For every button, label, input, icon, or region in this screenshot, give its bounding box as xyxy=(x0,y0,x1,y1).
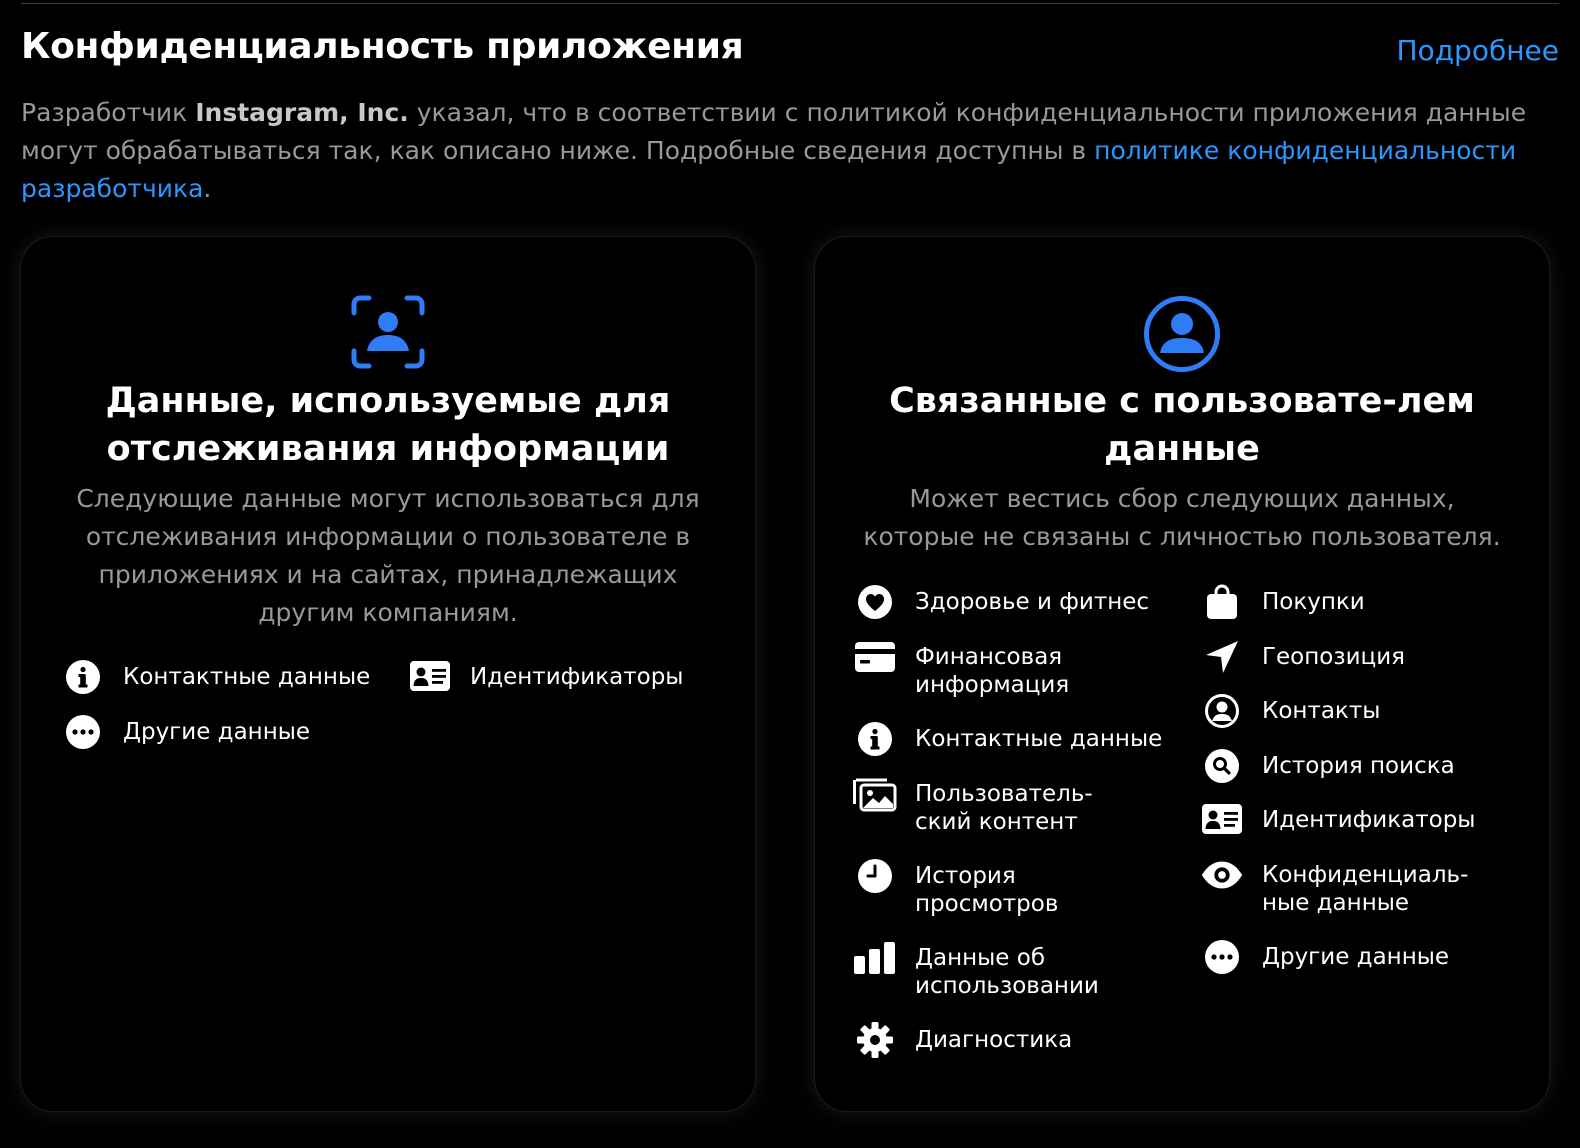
ellipsis-circle-icon xyxy=(1200,935,1244,979)
linked-item-diagnostics xyxy=(853,1018,1072,1062)
item-label: Финансовая информация xyxy=(915,644,1070,698)
linked-item-sensitive-data xyxy=(1200,853,1472,917)
linked-data-card xyxy=(815,237,1549,1111)
tracking-item-other-data xyxy=(61,710,310,754)
person-circle-icon xyxy=(1143,295,1221,377)
item-label: Конфиденциаль-ные данные xyxy=(1262,862,1469,916)
linked-item-search-history xyxy=(1200,744,1455,788)
gear-icon xyxy=(853,1018,897,1062)
person-viewfinder-icon xyxy=(351,295,425,373)
linked-item-contact-info xyxy=(853,717,1162,761)
info-circle-icon xyxy=(61,655,105,699)
magnifier-circle-icon xyxy=(1200,744,1244,788)
linked-item-contacts xyxy=(1200,689,1380,733)
item-label: Идентификаторы xyxy=(470,664,684,690)
tracking-item-contact-info xyxy=(61,655,370,699)
item-label: Другие данные xyxy=(123,719,311,745)
shopping-bag-icon xyxy=(1200,580,1244,624)
page-title: Конфиденциальность приложения xyxy=(21,26,744,67)
linked-item-financial-info xyxy=(853,635,1095,699)
person-circle-icon xyxy=(1200,689,1244,733)
item-label: Здоровье и фитнес xyxy=(915,589,1150,615)
linked-item-identifiers xyxy=(1200,798,1475,842)
item-label: Контактные данные xyxy=(915,726,1163,752)
intro-part2: указал, что в соответствии с политикой конфиденциальности приложения данные могут обрабатываться так, как описано ниже. Подробные сведения доступны в xyxy=(21,98,1527,165)
item-label: Идентификаторы xyxy=(1262,807,1476,833)
location-arrow-icon xyxy=(1200,635,1244,679)
item-label: Другие данные xyxy=(1262,944,1450,970)
linked-item-location xyxy=(1200,635,1405,679)
tracking-card-title: Данные, используемые для отслеживания информации xyxy=(105,381,671,469)
linked-item-health-fitness xyxy=(853,580,1149,624)
bar-chart-icon xyxy=(853,936,897,980)
developer-name: Instagram, Inc. xyxy=(195,98,409,127)
item-label: История поиска xyxy=(1262,753,1455,779)
linked-card-title: Связанные с пользовате-лем данные xyxy=(889,381,1475,469)
item-label: Геопозиция xyxy=(1262,644,1405,670)
ellipsis-circle-icon xyxy=(61,710,105,754)
more-link[interactable]: Подробнее xyxy=(1396,34,1559,67)
heart-circle-icon xyxy=(853,580,897,624)
linked-item-user-content xyxy=(853,772,1095,836)
clock-icon xyxy=(853,854,897,898)
section-header xyxy=(21,26,1559,76)
linked-item-other-data xyxy=(1200,935,1449,979)
tracking-card-description: Следующие данные могут использоваться для отслеживания информации о пользователе в приложениях и на сайтах, принадлежащих другим компаниям. xyxy=(76,484,700,627)
linked-item-browsing-history xyxy=(853,854,1095,918)
eye-icon xyxy=(1200,853,1244,897)
tracking-data-card xyxy=(21,237,755,1111)
intro-part3: . xyxy=(203,174,212,203)
item-label: История просмотров xyxy=(915,863,1059,917)
item-label: Пользователь-ский контент xyxy=(915,781,1093,835)
linked-item-usage-data xyxy=(853,936,1105,1000)
item-label: Контактные данные xyxy=(123,664,371,690)
tracking-item-identifiers xyxy=(408,655,683,699)
credit-card-icon xyxy=(853,635,897,679)
item-label: Покупки xyxy=(1262,589,1365,615)
linked-card-description: Может вестись сбор следующих данных, которые не связаны с личностью пользователя. xyxy=(863,484,1501,551)
item-label: Диагностика xyxy=(915,1027,1073,1053)
item-label: Контакты xyxy=(1262,698,1381,724)
intro-part1: Разработчик xyxy=(21,98,196,127)
linked-item-purchases xyxy=(1200,580,1365,624)
item-label: Данные об использовании xyxy=(915,945,1099,999)
privacy-policy-link[interactable]: политике конфиденциальности разработчика xyxy=(21,136,1517,203)
intro-text xyxy=(21,94,1540,208)
id-card-icon xyxy=(408,655,452,699)
photos-icon xyxy=(853,772,897,816)
info-circle-icon xyxy=(853,717,897,761)
id-card-icon xyxy=(1200,798,1244,842)
top-divider xyxy=(21,3,1559,4)
